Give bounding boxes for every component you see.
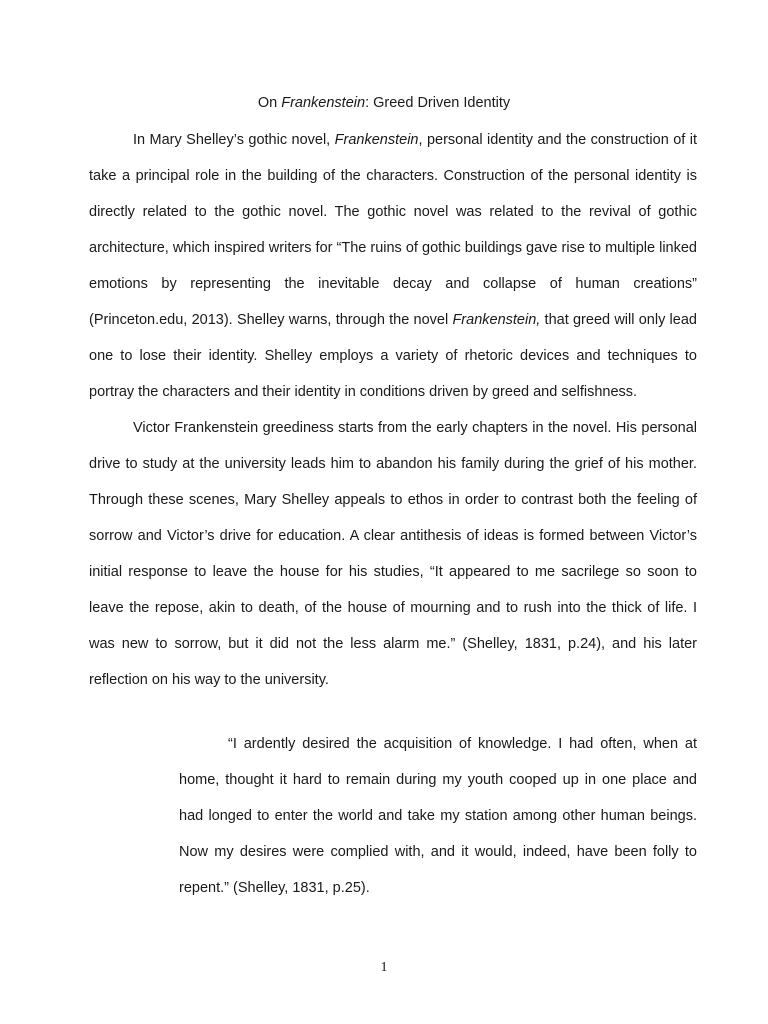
paragraph-1-part-e: that greed will only lead one to lose their identity. Shelley employs a variety of rhetoric devices and techniques to portray the characters and their identity in conditions driven by greed and selfishness. xyxy=(89,312,697,400)
title-suffix: : Greed Driven Identity xyxy=(365,95,511,111)
paragraph-1-part-a: In Mary Shelley’s gothic novel, xyxy=(133,132,335,148)
paragraph-1-part-c: , personal identity and the construction of it take a principal role in the building of the characters. Construction of the personal identity is directly related to the gothic novel. The gothic novel was related to the revival of gothic architecture, which inspired writers for “The ruins of gothic buildings gave rise to multiple linked emotions by representing the inevitable decay and collapse of human creations” (Princeton.edu, 2013). Shelley warns, through the novel xyxy=(89,132,698,328)
title-italic: Frankenstein xyxy=(281,95,366,111)
essay-title xyxy=(0,93,768,113)
paragraph-1-italic-b: Frankenstein xyxy=(334,132,419,148)
paragraph-1-italic-d: Frankenstein, xyxy=(452,312,541,328)
essay-body xyxy=(89,122,697,698)
title-prefix: On xyxy=(257,95,282,111)
paragraph-1 xyxy=(89,122,697,410)
page-number: 1 xyxy=(380,960,388,975)
block-quote-text: “I ardently desired the acquisition of knowledge. I had often, when at home, thought it hard to remain during my youth cooped up in one place and had longed to enter the world and take my station among other human beings. Now my desires were complied with, and it would, indeed, have been folly to repent.” (Shelley, 1831, p.25). xyxy=(179,736,697,896)
paragraph-2: Victor Frankenstein greediness starts from the early chapters in the novel. His personal drive to study at the university leads him to abandon his family during the grief of his mother. Through these scenes, Mary Shelley appeals to ethos in order to contrast both the feeling of sorrow and Victor’s drive for education. A clear antithesis of ideas is formed between Victor’s initial response to leave the house for his studies, “It appeared to me sacrilege so soon to leave the repose, akin to death, of the house of mourning and to rush into the thick of life. I was new to sorrow, but it did not the less alarm me.” (Shelley, 1831, p.24), and his later reflection on his way to the university. xyxy=(89,420,697,688)
block-quote xyxy=(179,726,697,906)
